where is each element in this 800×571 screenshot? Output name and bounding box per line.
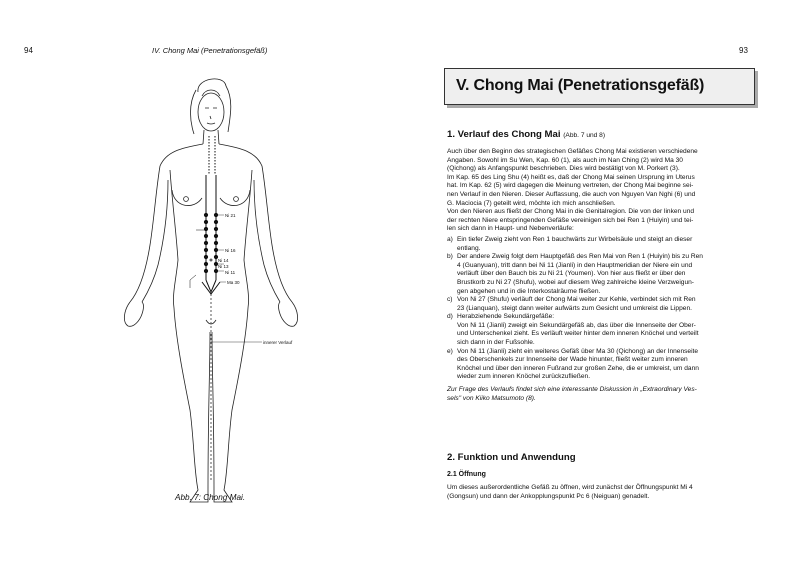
figure-caption: Abb. 7: Chong Mai.: [175, 493, 246, 502]
section-1-title-ref: (Abb. 7 und 8): [563, 132, 606, 139]
list-line: des Oberschenkels zur Innenseite der Wade hinunter, fließt weiter zum inneren: [457, 356, 688, 364]
section-1-title: 1. Verlauf des Chong Mai: [447, 129, 561, 140]
section-2-body: [447, 484, 757, 501]
right-page: [400, 0, 800, 571]
list-line: gen abgehen und in die Interkostalräume fließen.: [457, 287, 601, 295]
page-number-right: 93: [739, 46, 748, 55]
list-marker: d): [447, 313, 453, 321]
list-item: [447, 236, 757, 253]
paragraph-line: Auch über den Beginn des strategischen Gefäßes Chong Mai existieren verschiedene: [447, 148, 698, 155]
chapter-title: V. Chong Mai (Penetrationsgefäß): [456, 77, 705, 94]
list-item: [447, 296, 757, 313]
list-marker: b): [447, 253, 453, 261]
list-line: entlang.: [457, 244, 481, 252]
figure-label-inner-path: innerer Verlauf: [263, 340, 293, 345]
list-line: Herabziehende Sekundärgefäße:: [457, 313, 555, 321]
list-line: Brustkorb zu Ni 27 (Shufu), wobei auf diesem Weg zahlreiche kleine Verzweigun-: [457, 278, 695, 286]
paragraph-line: len sich dann in Haupt- und Nebenverläufe:: [447, 225, 574, 233]
list-line: und Unterschenkel zieht. Es verläuft weiter hinter dem inneren Knöchel und verteilt: [457, 330, 699, 338]
route-list: [447, 236, 757, 382]
list-item: [447, 348, 757, 382]
chapter-title-box: [444, 68, 755, 105]
list-line: Von Ni 11 (Jianli) zieht ein weiteres Gefäß über Ma 30 (Qichong) an der Innenseite: [457, 347, 699, 355]
running-header: IV. Chong Mai (Penetrationsgefäß): [152, 46, 268, 55]
page-number-left: 94: [24, 46, 33, 55]
section-heading-2: 2. Funktion und Anwendung: [447, 452, 576, 463]
body-figure-illustration: [110, 70, 310, 510]
subsection-heading: 2.1 Öffnung: [447, 471, 486, 478]
figure-label-ni21: Ni 21: [225, 213, 236, 218]
paragraph-line: Angaben. Sowohl im Su Wen, Kap. 60 (1), als auch im Nan Ching (2) wird Ma 30: [447, 156, 683, 164]
list-marker: a): [447, 235, 453, 243]
closing-paragraph: [447, 386, 757, 403]
list-line: wieder zum inneren Knöchel zurückzufließen.: [457, 373, 591, 381]
section-heading-1: [447, 129, 605, 140]
section-1-body: [447, 148, 757, 403]
paragraph-line: nen Verlauf in den Nieren. Dieser Auffassung, die auch von Nguyen Van Nghi (6) und: [447, 190, 696, 198]
figure-label-ni11: Ni 11: [225, 270, 236, 275]
paragraph-line: der rechten Niere entspringenden Gefäße vereinigen sich bei Ren 1 (Huiyin) und tei-: [447, 216, 694, 224]
paragraph-line: (Qichong) als Anfangspunkt beschrieben. Dies wird bestätigt von M. Porkert (3).: [447, 165, 680, 173]
figure-label-ni16: Ni 16: [225, 248, 236, 253]
paragraph-line: (Gongsun) und dann der Ankopplungspunkt Pc 6 (Neiguan) genadelt.: [447, 492, 650, 500]
paragraph-line: G. Maciocia (7) geteilt wird, möchte ich mich anschließen.: [447, 199, 616, 207]
list-line: verläuft über den Bauch bis zu Ni 21 (Youmen). Von hier aus fließt er über den: [457, 270, 686, 278]
paragraph-line: Im Kap. 65 des Ling Shu (4) heißt es, daß der Chong Mai seinen Ursprung im Uterus: [447, 173, 695, 181]
figure-label-ni13: Ni 13: [218, 264, 229, 269]
paragraph-line: hat. Im Kap. 62 (5) wird dagegen die Meinung vertreten, der Chong Mai beginne sei-: [447, 182, 694, 190]
list-line: Ein tiefer Zweig zieht von Ren 1 bauchwärts zur Wirbelsäule und steigt an dieser: [457, 235, 693, 243]
figure-label-ma30: Ma 30: [227, 280, 240, 285]
figure-label-ni14: Ni 14: [218, 258, 229, 263]
list-line: Von Ni 11 (Jianli) zweigt ein Sekundärgefäß ab, das über die Innenseite der Ober-: [457, 321, 696, 329]
list-line: 4 (Guanyuan), tritt dann bei Ni 11 (Jianli) in den Hauptmeridian der Niere ein und: [457, 261, 693, 269]
closing-line: sels" von Kiiko Matsumoto (8).: [447, 394, 536, 402]
list-item: [447, 253, 757, 296]
paragraph-line: Von den Nieren aus fließt der Chong Mai in die Genitalregion. Die von der linken und: [447, 208, 695, 216]
list-line: Knöchel und über den inneren Fußrand zur großen Zehe, die er umkreist, um dann: [457, 364, 699, 372]
list-item: [447, 313, 757, 347]
list-marker: c): [447, 296, 453, 304]
list-line: 23 (Lianquan), steigt dann weiter aufwärts zum Gesicht und umkreist die Lippen.: [457, 304, 692, 312]
list-line: sich dann in der Fußsohle.: [457, 339, 535, 347]
list-marker: e): [447, 347, 453, 355]
list-line: Der andere Zweig folgt dem Hauptgefäß des Ren Mai von Ren 1 (Huiyin) bis zu Ren: [457, 253, 703, 261]
paragraph-line: Um dieses außerordentliche Gefäß zu öffnen, wird zunächst der Öffnungspunkt Mi 4: [447, 484, 693, 491]
closing-line: Zur Frage des Verlaufs findet sich eine interessante Diskussion in „Extraordinary Ves-: [447, 386, 697, 394]
list-line: Von Ni 27 (Shufu) verläuft der Chong Mai weiter zur Kehle, verbindet sich mit Ren: [457, 296, 696, 304]
